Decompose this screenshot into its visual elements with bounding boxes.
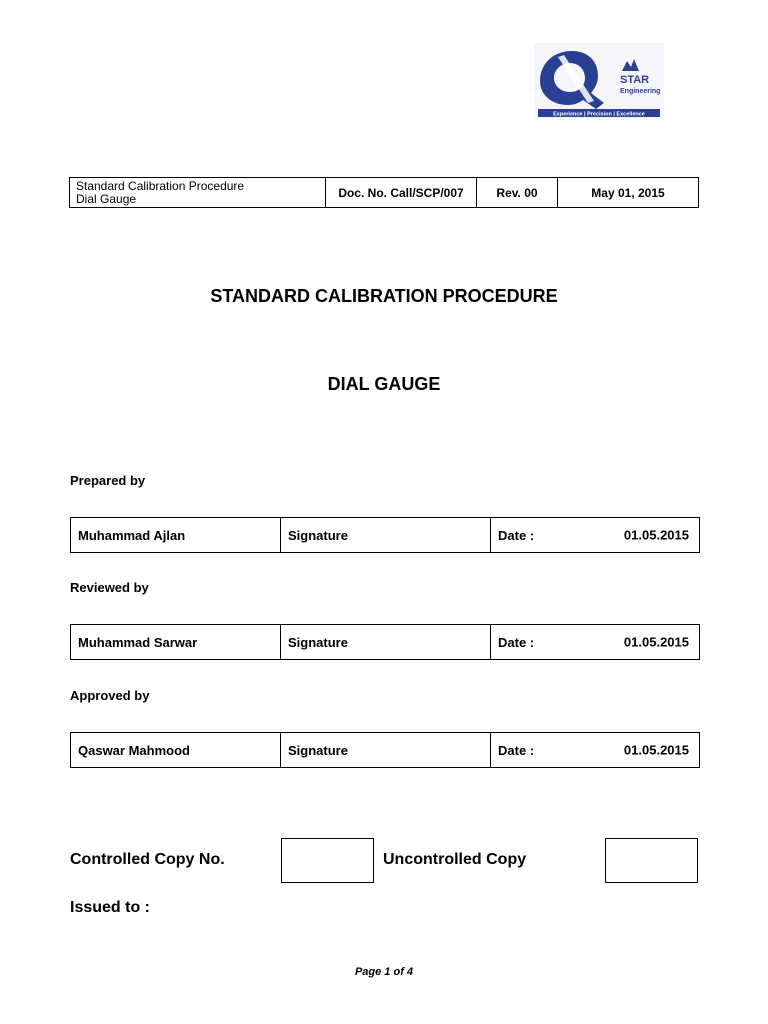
reviewed-name: Muhammad Sarwar <box>71 625 281 660</box>
page-title: STANDARD CALIBRATION PROCEDURE <box>210 286 558 306</box>
header-date: May 01, 2015 <box>558 178 699 208</box>
approved-by-table <box>70 732 700 768</box>
reviewed-date-label: Date : <box>498 634 535 650</box>
document-header-table <box>69 177 699 208</box>
logo-tagline: Experience | Precision | Excellence <box>553 111 645 118</box>
header-title-cell <box>70 178 326 208</box>
prepared-date-label: Date : <box>498 527 535 543</box>
reviewed-date-cell <box>491 625 700 660</box>
page-subtitle: DIAL GAUGE <box>327 374 441 394</box>
prepared-signature: Signature <box>281 518 491 553</box>
uncontrolled-copy-box[interactable] <box>605 838 698 883</box>
approved-date-cell <box>491 733 700 768</box>
reviewed-by-label: Reviewed by <box>70 580 149 595</box>
approved-name: Qaswar Mahmood <box>71 733 281 768</box>
issued-to-label: Issued to : <box>70 899 151 916</box>
reviewed-by-table <box>70 624 700 660</box>
prepared-date-value: 01.05.2015 <box>623 527 689 543</box>
company-logo <box>534 43 664 119</box>
prepared-date-cell <box>491 518 700 553</box>
controlled-copy-box[interactable] <box>281 838 374 883</box>
reviewed-date-value: 01.05.2015 <box>623 634 689 650</box>
page-number: Page 1 of 4 <box>354 966 414 978</box>
approved-date-value: 01.05.2015 <box>623 742 689 758</box>
prepared-by-table <box>70 517 700 553</box>
prepared-by-label: Prepared by <box>70 473 146 488</box>
approved-by-label: Approved by <box>70 688 150 703</box>
header-rev: Rev. 00 <box>477 178 558 208</box>
uncontrolled-copy-label: Uncontrolled Copy <box>383 851 527 868</box>
controlled-copy-label: Controlled Copy No. <box>70 851 225 868</box>
approved-signature: Signature <box>281 733 491 768</box>
header-doc-no: Doc. No. Call/SCP/007 <box>326 178 477 208</box>
header-title-line2: Dial Gauge <box>76 191 137 206</box>
approved-date-label: Date : <box>498 742 535 758</box>
logo-sub: Engineering <box>620 88 661 95</box>
header-title-line1: Standard Calibration Procedure <box>76 178 245 193</box>
logo-brand: STAR <box>620 74 650 86</box>
prepared-name: Muhammad Ajlan <box>71 518 281 553</box>
reviewed-signature: Signature <box>281 625 491 660</box>
